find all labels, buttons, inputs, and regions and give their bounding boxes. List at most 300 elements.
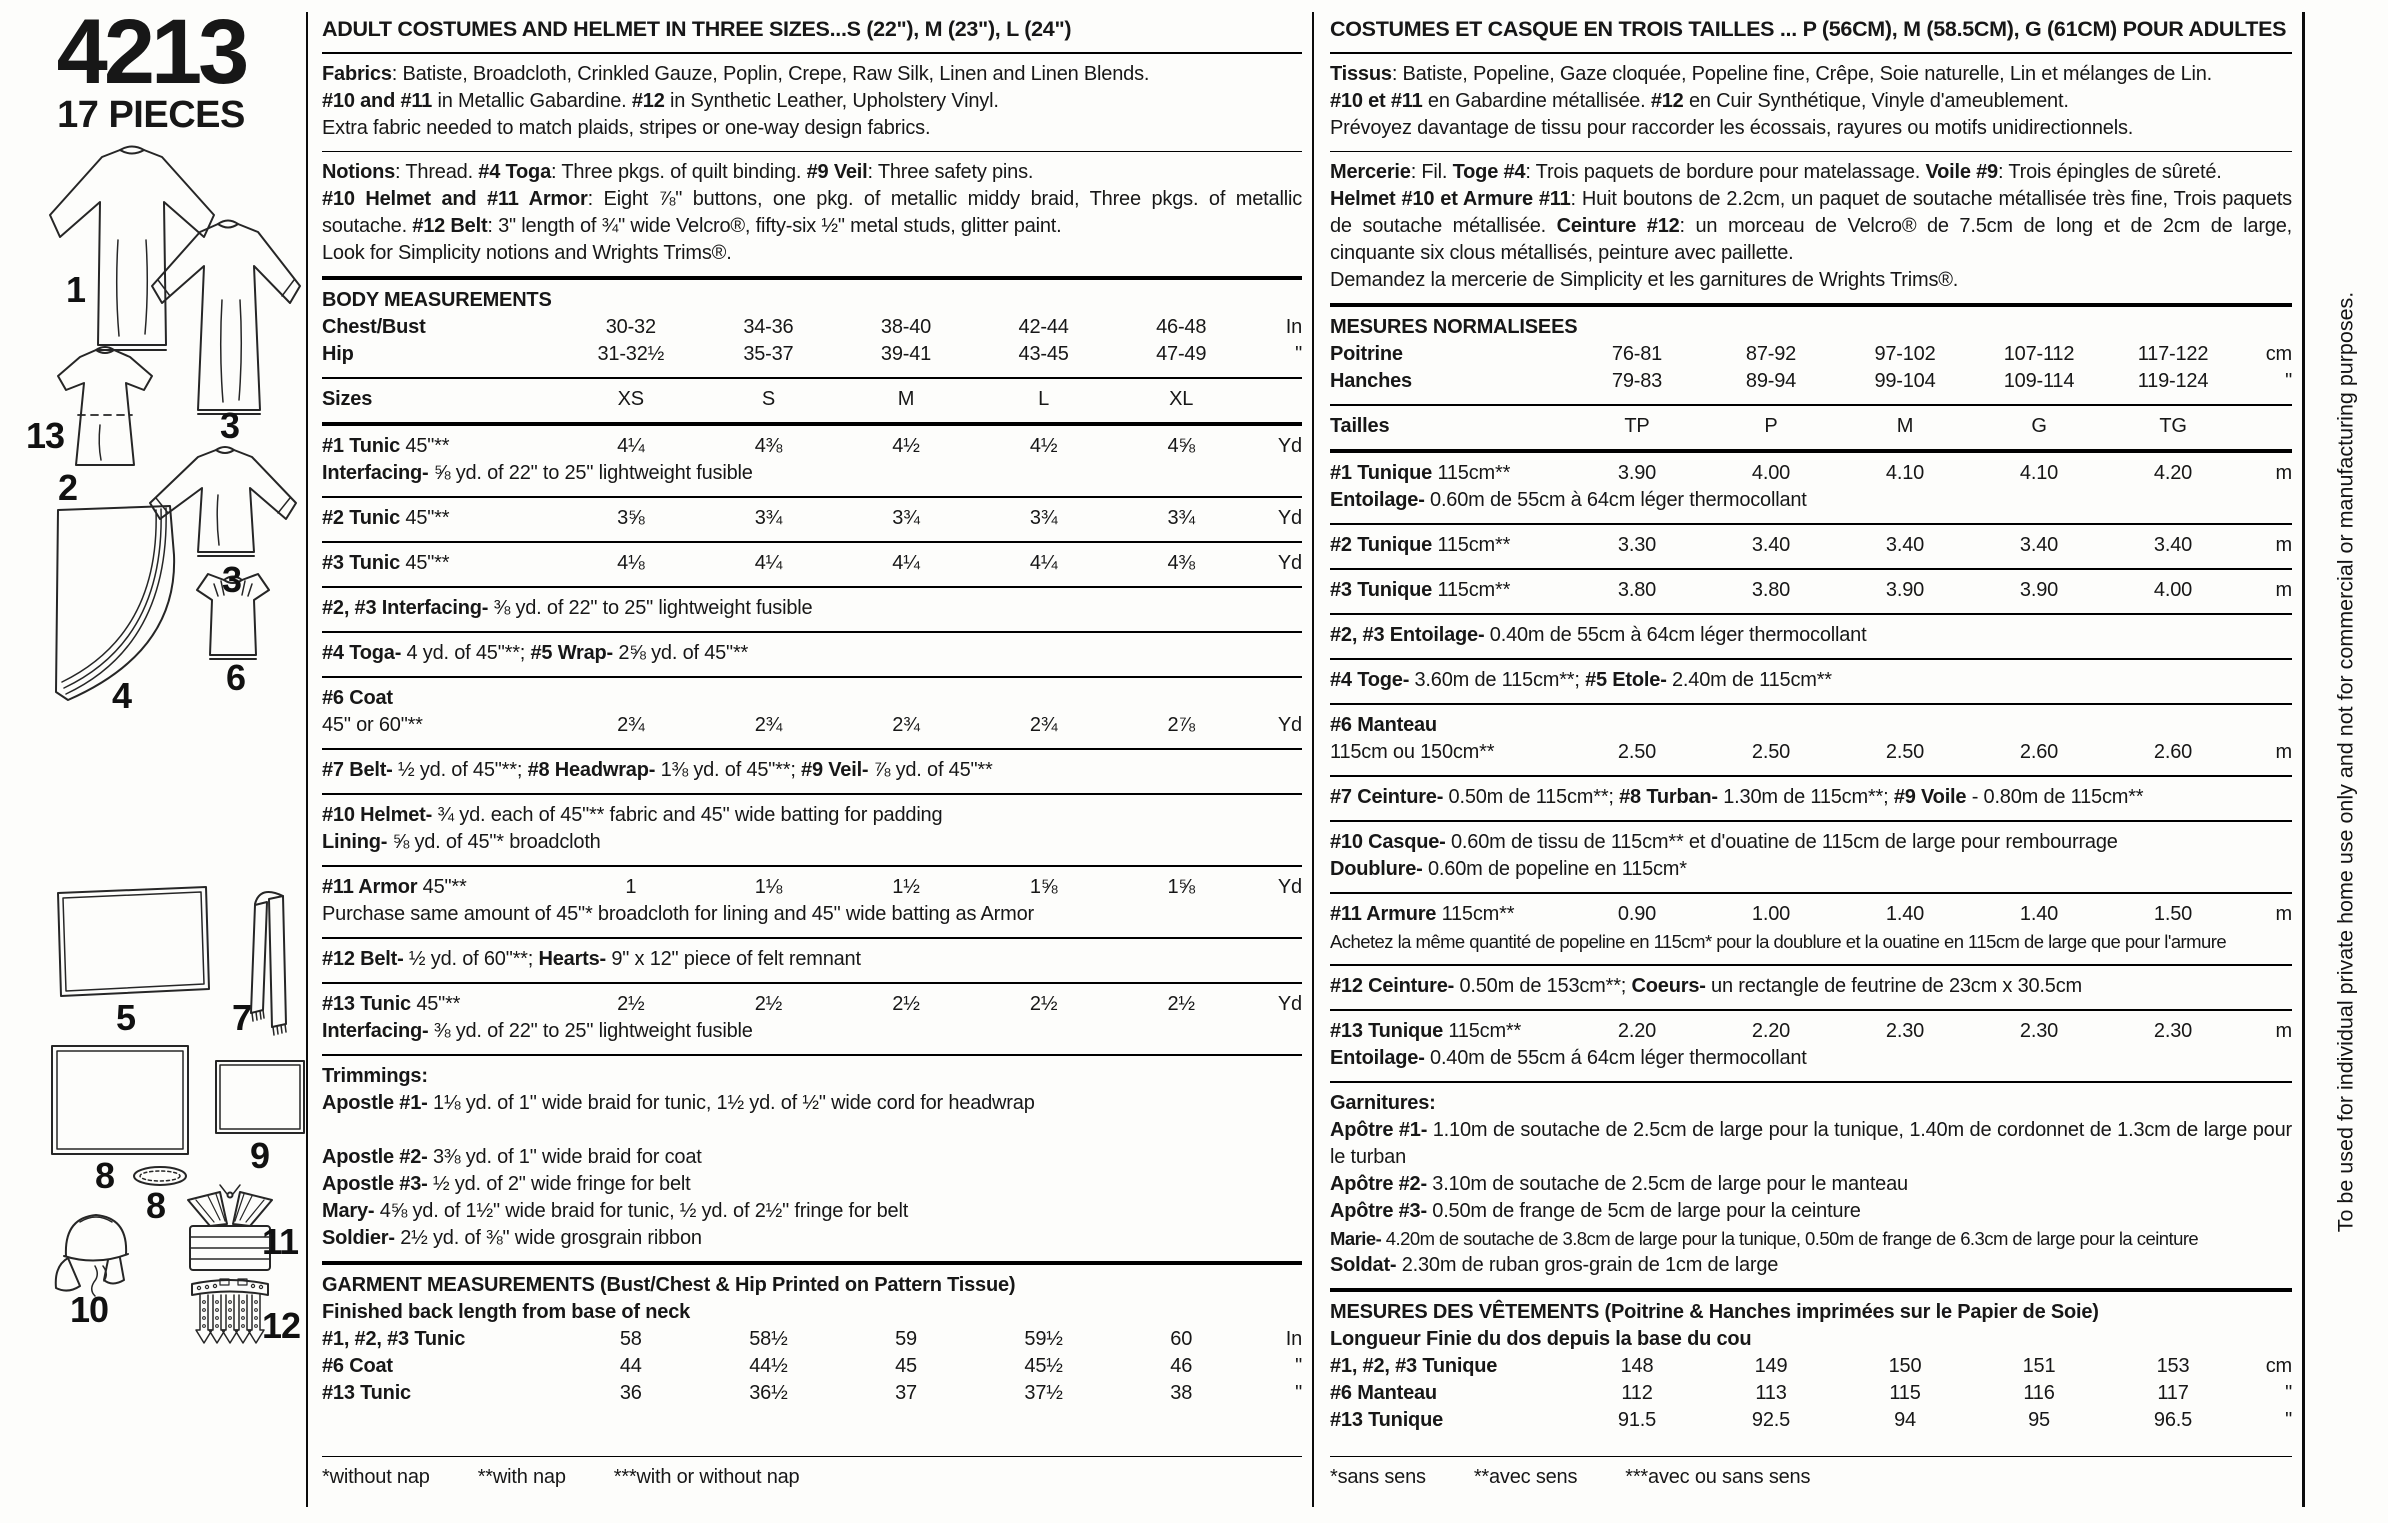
row-label [1330,368,1570,395]
row-unit: In [1285,316,1302,338]
metrage-text [1330,784,2292,811]
text-segment: Soldier- [322,1227,395,1249]
row-label [322,341,562,368]
row-label [322,712,562,739]
footnote: ***avec ou sans sens [1625,1466,1811,1488]
row-value: 2.30 [2153,1020,2193,1042]
text-segment: 1.10m de soutache de 2.5cm de large pour la tunique, 1.40m de cordonnet de 1.3cm de large pour le turban [1330,1119,2292,1168]
row-value: 1½ [892,876,920,898]
yardage-row [322,550,1302,577]
text-segment: #9 Voile [1893,786,1967,808]
metrage-row [1330,460,2292,487]
text-segment: 3⅜ yd. of 1" wide braid for coat [427,1146,702,1168]
row-value: 39-41 [880,343,932,365]
text-segment: #5 Etole- [1585,669,1667,691]
text-segment: - 0.80m de 115cm** [1966,786,2144,808]
text-segment: Interfacing- [322,1020,429,1042]
text-segment: Sizes [322,388,373,410]
row-value: 117 [2157,1382,2189,1404]
sketch-label-10: 10 [70,1289,109,1330]
text-segment: : Three pkgs. of quilt binding. [551,161,807,183]
sketch-label-13: 13 [26,415,65,456]
text-segment: Marie- [1330,1228,1382,1249]
row-value: 58½ [749,1328,788,1350]
text-segment: #6 Coat [322,1355,393,1377]
row-value: 38 [1170,1382,1193,1404]
row-value: 3¾ [1029,507,1058,529]
row-value: 148 [1620,1355,1654,1377]
row-value: 4¼ [617,435,645,457]
metrage-text [1330,622,2292,649]
metrage-text [1330,856,2292,883]
row-value: 45½ [1024,1355,1063,1377]
row-value: 2½ [1167,993,1195,1015]
right-divider [2302,12,2305,1507]
metrage-armure [1330,894,2292,964]
english-notions-section [322,152,1302,276]
yardage-armor [322,867,1302,937]
text-segment: Ceinture #12 [1556,215,1680,237]
text-segment: Hanches [1330,370,1412,392]
metrage-row [1330,1018,2292,1045]
sketch-piece-toga-drape-4 [56,506,174,700]
yardage-text [322,595,1302,622]
yardage-row [322,505,1302,532]
row-value: 1⅛ [754,876,783,898]
row-label [322,314,562,341]
text-segment: #12 [1650,90,1684,112]
row-label [1330,460,1570,487]
garnitures-line [1330,1225,2292,1252]
row-label [322,505,562,532]
text-segment: Extra fabric needed to match plaids, stripes or one-way design fabrics. [322,117,931,139]
text-segment: #9 Veil [806,161,868,183]
row-value: 3.40 [2019,534,2059,556]
text-segment: Fabrics [322,63,392,85]
text-segment: 0.60m de tissu de 115cm** et d'ouatine de 115cm de large pour rembourrage [1445,831,2118,853]
text-segment: 2½ yd. of ⅜" wide grosgrain ribbon [394,1227,702,1249]
sketch-label-1: 1 [66,269,86,310]
text-segment: #4 Toge- [1330,669,1410,691]
text-segment: #2, #3 Interfacing- [322,597,489,619]
row-value: 3.30 [1617,534,1657,556]
row-value: 153 [2156,1355,2190,1377]
yardage-row [322,433,1302,460]
garnitures-line [1330,1117,2292,1171]
metrage-row [1330,901,2292,928]
trimmings-heading: Trimmings: [322,1065,428,1087]
text-segment: #4 Toga [478,161,551,183]
text-segment: en Cuir Synthétique, Vinyle d'ameublement. [1683,90,2069,112]
yardage-text [322,802,1302,829]
tissus-line [1330,61,2292,88]
french-mesures-vetements [1330,1292,2292,1443]
garnitures-heading: Garnitures: [1330,1092,1436,1114]
yardage-text [322,640,1302,667]
text-segment: ¾ yd. each of 45"** fabric and 45" wide batting for padding [432,804,943,826]
row-value: 117-122 [2137,343,2209,365]
row-unit: " [2285,1382,2292,1404]
row-value: 115 [1889,1382,1921,1404]
garnitures-line [1330,1252,2292,1279]
row-label [1330,577,1570,604]
row-value: 4¼ [892,552,920,574]
row-value: 150 [1888,1355,1922,1377]
row-value: 4½ [1029,435,1058,457]
row-unit: " [2285,370,2292,392]
text-segment: 45"** [400,435,450,457]
measurement-row-hip [322,341,1302,368]
mercerie-line [1330,159,2292,186]
yardage-row [322,712,1302,739]
text-segment: ⅜ yd. of 22" to 25" lightweight fusible [488,597,813,619]
english-trimmings [322,1056,1302,1261]
metrage-casque [1330,822,2292,892]
mercerie-line [1330,186,2292,267]
row-value: 3.40 [2153,534,2193,556]
trimmings-line [322,1198,1302,1225]
row-value: 3.90 [1617,462,1657,484]
sketch-label-8: 8 [95,1155,115,1196]
row-label [322,1380,562,1407]
row-value: 4½ [892,435,920,457]
text-segment: in Metallic Gabardine. [432,90,632,112]
sketch-label-9: 9 [250,1135,270,1176]
row-value: 2.50 [1617,741,1657,763]
text-segment: Interfacing- [322,462,429,484]
measurement-row-poitrine [1330,341,2292,368]
french-garnitures [1330,1083,2292,1288]
text-segment: Apostle #2- [322,1146,428,1168]
sketch-label-12: 12 [262,1305,301,1346]
row-value: 119-124 [2137,370,2209,392]
metrage-toge-etole [1330,660,2292,703]
metrage-tunique2 [1330,525,2292,568]
yardage-text [322,757,1302,784]
text-segment: #13 Tunique [1330,1409,1444,1431]
text-segment: #7 Ceinture- [1330,786,1444,808]
row-value: 96.5 [2153,1409,2193,1431]
row-value: 3.90 [2019,579,2059,601]
fabrics-line [322,115,1302,142]
yardage-tunic3 [322,543,1302,586]
sketch-piece-rect-5 [58,887,209,996]
text-segment: ½ yd. of 2" wide fringe for belt [427,1173,691,1195]
sketch-piece-tunic-3a [152,221,300,415]
text-segment: : Batiste, Popeline, Gaze cloquée, Popeline fine, Crêpe, Soie naturelle, Lin et mélanges de Lin. [1391,63,2213,85]
metrage-text [1330,829,2292,856]
yardage-tunic1 [322,426,1302,496]
row-value: 2½ [754,993,783,1015]
text-segment: 4⅝ yd. of 1½" wide braid for tunic, ½ yd. of 2½" fringe for belt [374,1200,909,1222]
row-label [322,550,562,577]
english-garment-measurements [322,1265,1302,1416]
row-unit: cm [2265,343,2292,365]
row-label [322,991,562,1018]
text-segment: Doublure- [1330,858,1423,880]
sketch-label-8-oval: 8 [146,1185,166,1226]
sketch-piece-armor-11 [188,1185,272,1270]
sketch-label-3b: 3 [222,559,242,600]
text-segment: #1, #2, #3 Tunic [322,1328,466,1350]
text-segment: 1.30m de 115cm**; [1717,786,1894,808]
row-unit: Yd [1277,435,1302,457]
row-value: G [2031,415,2047,437]
row-value: 107-112 [2003,343,2075,365]
row-unit: m [2275,903,2292,925]
metrage-entoilage23 [1330,615,2292,658]
text-segment: 45"** [417,876,467,898]
text-segment: ½ yd. of 45"**; [392,759,528,781]
text-segment: #1 Tunic [322,435,401,457]
row-unit: " [1295,1355,1302,1377]
row-value: 2.50 [1885,741,1925,763]
text-segment: 115cm** [1436,903,1515,925]
text-segment: 115cm** [1432,462,1511,484]
french-mesures-normalisees [1330,307,2292,404]
mercerie-line [1330,267,2292,294]
metrage-note [1330,487,2292,514]
notions-line [322,159,1302,186]
row-value: 3¾ [892,507,920,529]
row-value: 4.00 [1751,462,1791,484]
text-segment: 115cm** [1432,579,1511,601]
row-value: 2½ [1029,993,1058,1015]
sketch-piece-studded-belt-12 [192,1279,268,1343]
footnote: **avec sens [1473,1466,1578,1488]
row-value: 1⅝ [1029,876,1058,898]
footnote: **with nap [477,1466,566,1488]
row-value: 2½ [617,993,645,1015]
text-segment: #4 Toga- [322,642,402,664]
row-value: 3.40 [1885,534,1925,556]
row-value: P [1764,415,1778,437]
row-value: 60 [1170,1328,1193,1350]
row-value: 87-92 [1745,343,1797,365]
text-segment: Hearts- [538,948,607,970]
row-label [1330,413,1570,440]
row-value: 1⅝ [1167,876,1195,898]
tissus-line [1330,88,2292,115]
row-value: 46-48 [1156,316,1207,338]
yardage-note [322,460,1302,487]
row-unit: m [2275,462,2292,484]
row-value: L [1038,388,1050,410]
text-segment: 115cm ou 150cm** [1330,741,1495,763]
row-unit: In [1285,1328,1302,1350]
row-value: 2¾ [1029,714,1058,736]
french-title: COSTUMES ET CASQUE EN TROIS TAILLES ... P (56CM), M (58.5CM), G (61CM) POUR ADULTES [1330,17,2287,41]
text-segment: #10 and #11 [322,90,433,112]
text-segment: Coeurs- [1631,975,1706,997]
row-value: 2¾ [617,714,645,736]
text-segment: Toge #4 [1452,161,1526,183]
metrage-ceinture12 [1330,966,2292,1009]
footnote: *sans sens [1330,1466,1426,1488]
text-segment: : Three safety pins. [867,161,1034,183]
row-value: 4.20 [2153,462,2193,484]
english-column [322,12,1302,1500]
metrage-row [1330,532,2292,559]
row-value: XL [1169,388,1194,410]
text-segment: : Eight ⅞" buttons, one pkg. of metallic middy braid, Three pkgs. of metallic soutache. [322,188,1302,237]
row-value: 97-102 [1874,343,1936,365]
fabrics-line [322,88,1302,115]
text-segment: Demandez la mercerie de Simplicity et les garnitures de Wrights Trims®. [1330,269,1959,291]
text-segment: 115cm** [1432,534,1511,556]
text-segment: Entoilage- [1330,1047,1425,1069]
text-segment: Purchase same amount of 45"* broadcloth for lining and 45" wide batting as Armor [322,903,1034,925]
text-segment: Prévoyez davantage de tissu pour raccorder les écossais, rayures ou motifs unidirectionnels. [1330,117,2134,139]
row-value: 1.40 [2019,903,2059,925]
row-value: 4⅝ [1167,435,1195,457]
text-segment: : Trois paquets de bordure pour matelassage. [1525,161,1926,183]
metrage-text [1330,973,2292,1000]
row-value: 3.80 [1617,579,1657,601]
yardage-tunic2 [322,498,1302,541]
text-segment: #10 Helmet and #11 Armor [322,188,588,210]
row-value: 46 [1170,1355,1193,1377]
row-value: 116 [2023,1382,2055,1404]
garnitures-line [1330,1171,2292,1198]
text-segment: #8 Turban- [1619,786,1718,808]
row-label [322,874,562,901]
row-value: 2.50 [1751,741,1791,763]
metrage-row [1330,739,2292,766]
yardage-heading [322,685,1302,712]
text-segment: 4 yd. of 45"**; [401,642,531,664]
row-value: 113 [1755,1382,1787,1404]
text-segment: 45"** [400,552,450,574]
row-unit: cm [2265,1355,2292,1377]
french-column [1330,12,2292,1500]
row-value: 3¾ [1167,507,1195,529]
row-label [1330,1380,1570,1407]
row-value: 149 [1754,1355,1788,1377]
metrage-tunique1 [1330,453,2292,523]
sketch-piece-tunic-13-2 [58,347,152,465]
text-segment: 0.40m de 55cm à 64cm léger thermocollant [1484,624,1867,646]
row-value: 4.10 [2019,462,2059,484]
metrage-heading [1330,712,2292,739]
text-segment: in Synthetic Leather, Upholstery Vinyl. [664,90,999,112]
text-segment: ⅝ yd. of 45"* broadcloth [387,831,601,853]
row-value: 44½ [749,1355,788,1377]
metrage-row [1330,577,2292,604]
tailles-row [1330,413,2292,440]
text-segment: Tissus [1330,63,1392,85]
yardage-belt12 [322,939,1302,982]
row-value: 112 [1621,1382,1653,1404]
text-segment: #12 Belt- [322,948,404,970]
row-label [322,386,562,413]
pattern-pieces-line-art [0,0,306,1523]
text-segment: #10 Helmet- [322,804,433,826]
row-value: 3.40 [1751,534,1791,556]
yardage-interfacing23 [322,588,1302,631]
text-segment: : Thread. [395,161,479,183]
row-value: 109-114 [2003,370,2075,392]
spacer [1330,1443,2292,1456]
sketch-piece-rect-8 [52,1046,188,1154]
text-segment: #1, #2, #3 Tunique [1330,1355,1498,1377]
row-unit: Yd [1277,876,1302,898]
row-value: 45 [895,1355,917,1377]
metrage-ceinture-turban-voile [1330,777,2292,820]
row-value: 3.90 [1885,579,1925,601]
text-segment: Apôtre #1- [1330,1119,1428,1141]
row-value: 59½ [1024,1328,1063,1350]
metrage-note [1330,1045,2292,1072]
english-title: ADULT COSTUMES AND HELMET IN THREE SIZES...S (22"), M (23"), L (24") [322,17,1072,41]
row-value: 43-45 [1018,343,1069,365]
text-segment: 0.60m de 55cm à 64cm léger thermocollant [1424,489,1807,511]
yardage-helmet [322,795,1302,865]
sketch-label-7: 7 [232,997,252,1038]
text-segment: 45"** [400,507,450,529]
text-segment: Chest/Bust [322,316,426,338]
text-segment: ⅞ yd. of 45"** [868,759,993,781]
row-value: 4⅛ [617,552,645,574]
text-segment: 4.20m de soutache de 3.8cm de large pour la tunique, 0.50m de frange de 6.3cm de large pour la ceinture [1381,1228,2199,1249]
text-segment: 45"** [410,993,461,1015]
english-sizes-row [322,379,1302,422]
text-segment: #6 Coat [322,687,393,709]
notions-line [322,240,1302,267]
metrage-tunique3 [1330,570,2292,613]
side-note-column [2306,0,2386,1523]
text-segment: Apostle #1- [322,1092,428,1114]
sketch-column [0,0,306,1523]
row-unit: Yd [1277,714,1302,736]
garment-row [322,1326,1302,1353]
row-value: 37 [895,1382,917,1404]
text-segment: Achetez la même quantité de popeline en 115cm* pour la doublure et la ouatine en 115cm de large que pour l'armure [1330,931,2227,952]
yardage-row [322,991,1302,1018]
row-value: 95 [2028,1409,2050,1431]
french-tissus-section [1330,54,2292,151]
row-value: 42-44 [1018,316,1069,338]
text-segment: #5 Wrap- [530,642,614,664]
text-segment: 1⅜ yd. of 45"**; [655,759,802,781]
row-value: 35-37 [743,343,794,365]
row-unit: m [2275,579,2292,601]
row-value: 2⅞ [1167,714,1195,736]
text-segment: #3 Tunic [322,552,401,574]
yardage-tunic13 [322,984,1302,1054]
garment-row [1330,1380,2292,1407]
text-segment: #11 Armure [1330,903,1437,925]
row-unit: " [1295,343,1302,365]
text-segment: #2 Tunic [322,507,401,529]
tissus-line [1330,115,2292,142]
text-segment: #2, #3 Entoilage- [1330,624,1485,646]
row-unit: " [2285,1409,2292,1431]
row-value: 36 [619,1382,642,1404]
column-divider [1312,12,1314,1507]
text-segment: en Gabardine métallisée. [1422,90,1651,112]
trimmings-line [322,1171,1302,1198]
text-segment: 2⅝ yd. of 45"** [613,642,749,664]
text-segment: #9 Veil- [801,759,869,781]
garment-row [322,1380,1302,1407]
text-segment: #6 Manteau [1330,1382,1437,1404]
footnote: *without nap [322,1466,430,1488]
row-value: XS [617,388,644,410]
row-value: 2.30 [1885,1020,1925,1042]
text-segment: Apostle #3- [322,1173,428,1195]
row-value: 4.10 [1885,462,1925,484]
